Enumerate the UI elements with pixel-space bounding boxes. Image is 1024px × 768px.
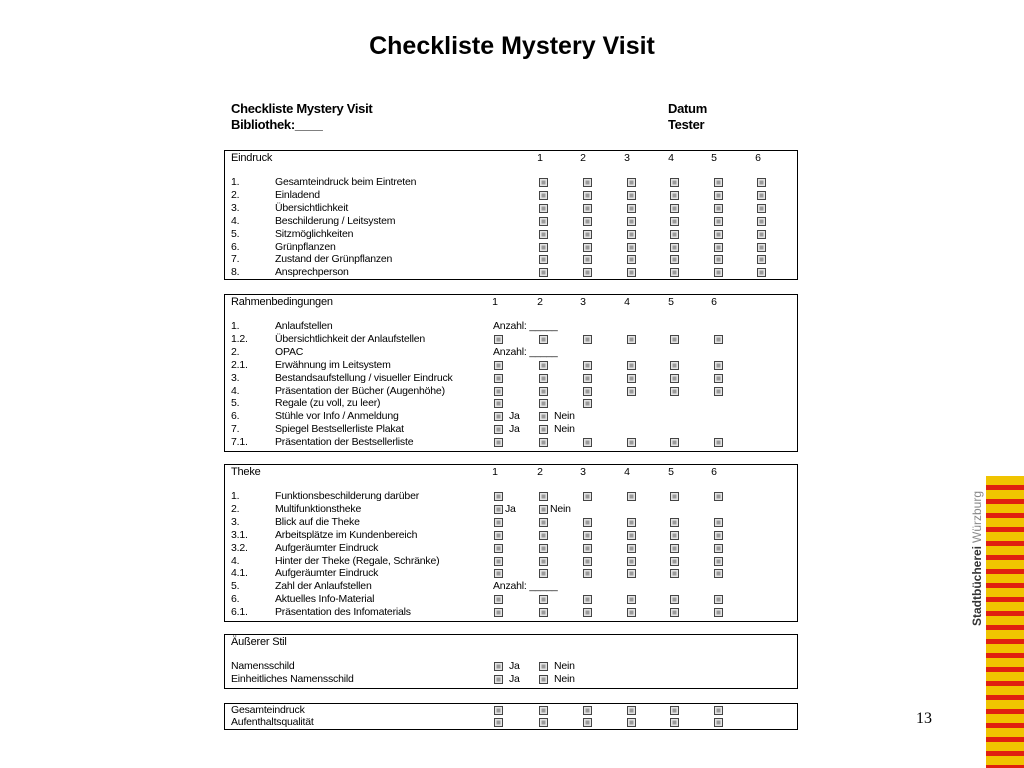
- checkbox[interactable]: [627, 178, 636, 187]
- checkbox[interactable]: [714, 178, 723, 187]
- checkbox[interactable]: [539, 595, 548, 604]
- logo-text: [964, 478, 988, 628]
- checkbox[interactable]: [627, 531, 636, 540]
- checkbox[interactable]: [670, 191, 679, 200]
- checkbox[interactable]: [494, 662, 503, 671]
- checkbox[interactable]: [583, 230, 592, 239]
- row-label: Präsentation des Infomaterials: [275, 606, 411, 619]
- row-number: 7.: [231, 253, 240, 266]
- logo-wordmark: StadtbüchereiWürzburg: [970, 490, 984, 626]
- column-header: 2: [580, 152, 586, 164]
- row-label: Ansprechperson: [275, 266, 349, 279]
- checkbox[interactable]: [539, 438, 548, 447]
- row-label: Sitzmöglichkeiten: [275, 227, 354, 240]
- checkbox[interactable]: [714, 492, 723, 501]
- row-number: 5.: [231, 397, 240, 410]
- checkbox[interactable]: [714, 243, 723, 252]
- library-label: Bibliothek:____: [231, 117, 323, 132]
- checkbox[interactable]: [583, 557, 592, 566]
- checkbox[interactable]: [627, 492, 636, 501]
- checkbox[interactable]: [539, 706, 548, 715]
- checkbox[interactable]: [714, 387, 723, 396]
- table-row: [225, 673, 797, 686]
- checkbox[interactable]: [583, 361, 592, 370]
- table-row: [225, 503, 797, 516]
- table-row: [225, 436, 797, 449]
- row-label: Grünpflanzen: [275, 240, 336, 253]
- row-number: 3.1.: [231, 528, 248, 541]
- row-number: 4.: [231, 554, 240, 567]
- row-number: 5.: [231, 580, 240, 593]
- column-header: 6: [711, 296, 717, 308]
- checkbox[interactable]: [714, 230, 723, 239]
- row-label: Einladend: [275, 188, 320, 201]
- table-row: [225, 555, 797, 568]
- checkbox[interactable]: [670, 178, 679, 187]
- checkbox[interactable]: [714, 217, 723, 226]
- checkbox[interactable]: [627, 706, 636, 715]
- table-row: [225, 241, 797, 254]
- checkbox[interactable]: [670, 531, 679, 540]
- row-label: Funktionsbeschilderung darüber: [275, 490, 420, 502]
- table-row: [225, 372, 797, 385]
- column-header: 3: [624, 152, 630, 164]
- checkbox[interactable]: [627, 191, 636, 200]
- checkbox[interactable]: [539, 399, 548, 408]
- row-label: Hinter der Theke (Regale, Schränke): [275, 554, 440, 567]
- column-header: 4: [624, 466, 630, 478]
- nein-label: Nein: [554, 660, 575, 672]
- row-label: Arbeitsplätze im Kundenbereich: [275, 528, 418, 541]
- checkbox[interactable]: [670, 492, 679, 501]
- checkbox[interactable]: [757, 217, 766, 226]
- date-tester-block: [668, 101, 707, 133]
- section-title: Äußerer Stil: [231, 636, 287, 648]
- checkbox[interactable]: [670, 230, 679, 239]
- table-row: [225, 215, 797, 228]
- tester-label: Tester: [668, 117, 705, 132]
- checkbox[interactable]: [539, 387, 548, 396]
- table-row: [225, 253, 797, 266]
- ja-label: Ja: [509, 423, 520, 436]
- section-title: Rahmenbedingungen: [231, 296, 333, 308]
- checkbox[interactable]: [670, 608, 679, 617]
- row-number: 6.1.: [231, 606, 248, 619]
- checkbox[interactable]: [670, 204, 679, 213]
- section-rahmenbedingungen: [224, 294, 798, 452]
- checkbox[interactable]: [670, 243, 679, 252]
- checkbox[interactable]: [757, 268, 766, 277]
- checkbox[interactable]: [627, 518, 636, 527]
- checkbox[interactable]: [539, 255, 548, 264]
- row-label: Stühle vor Info / Anmeldung: [275, 410, 399, 423]
- table-row: [225, 320, 797, 333]
- checkbox[interactable]: [714, 595, 723, 604]
- checkbox[interactable]: [539, 505, 548, 514]
- checkbox[interactable]: [539, 492, 548, 501]
- section-title: Eindruck: [231, 152, 273, 164]
- section-theke: [224, 464, 798, 622]
- checkbox[interactable]: [670, 706, 679, 715]
- table-row: [225, 606, 797, 619]
- section-eindruck: [224, 150, 798, 280]
- checkbox[interactable]: [583, 718, 592, 727]
- checkbox[interactable]: [494, 569, 503, 578]
- row-label: Übersichtlichkeit der Anlaufstellen: [275, 332, 425, 345]
- row-label: Regale (zu voll, zu leer): [275, 397, 381, 410]
- row-number: 5.: [231, 227, 240, 240]
- row-number: 6.: [231, 410, 240, 423]
- checkbox[interactable]: [539, 531, 548, 540]
- checkbox[interactable]: [627, 268, 636, 277]
- checkbox[interactable]: [583, 399, 592, 408]
- table-row: [225, 346, 797, 359]
- table-row: [225, 660, 797, 673]
- checkbox[interactable]: [627, 544, 636, 553]
- checkbox[interactable]: [757, 204, 766, 213]
- checkbox[interactable]: [539, 412, 548, 421]
- checkbox[interactable]: [714, 191, 723, 200]
- checkbox[interactable]: [539, 374, 548, 383]
- ja-label: Ja: [509, 672, 520, 685]
- row-label: OPAC: [275, 345, 304, 358]
- checkbox[interactable]: [494, 425, 503, 434]
- checkbox[interactable]: [583, 492, 592, 501]
- row-label: Bestandsaufstellung / visueller Eindruck: [275, 371, 453, 384]
- checkbox[interactable]: [494, 412, 503, 421]
- checkbox[interactable]: [627, 243, 636, 252]
- table-row: [225, 266, 797, 279]
- checkbox[interactable]: [670, 374, 679, 383]
- checkbox[interactable]: [583, 518, 592, 527]
- table-row: [225, 410, 797, 423]
- row-number: 1.: [231, 176, 240, 188]
- column-header: 3: [580, 466, 586, 478]
- checkbox[interactable]: [757, 230, 766, 239]
- checkbox[interactable]: [670, 335, 679, 344]
- checkbox[interactable]: [670, 361, 679, 370]
- row-label: Beschilderung / Leitsystem: [275, 214, 396, 227]
- row-label: Aufgeräumter Eindruck: [275, 567, 379, 580]
- checkbox[interactable]: [494, 374, 503, 383]
- checkbox[interactable]: [670, 518, 679, 527]
- checkbox[interactable]: [583, 374, 592, 383]
- row-label: Spiegel Bestsellerliste Plakat: [275, 423, 404, 436]
- column-header: 3: [580, 296, 586, 308]
- checkbox[interactable]: [627, 361, 636, 370]
- row-number: 1.: [231, 490, 240, 502]
- table-row: [225, 228, 797, 241]
- stadtbuecherei-logo: [986, 476, 1024, 768]
- checkbox[interactable]: [583, 531, 592, 540]
- row-label: Aktuelles Info-Material: [275, 593, 375, 606]
- anzahl-field[interactable]: Anzahl: _____: [493, 320, 558, 332]
- column-header: 1: [492, 466, 498, 478]
- page-number: 13: [916, 710, 932, 727]
- slide-title: Checkliste Mystery Visit: [369, 32, 655, 60]
- table-row: [225, 490, 797, 503]
- checkbox[interactable]: [757, 255, 766, 264]
- row-label: Präsentation der Bestsellerliste: [275, 436, 414, 449]
- checkbox[interactable]: [627, 557, 636, 566]
- row-number: 3.: [231, 371, 240, 384]
- checkbox[interactable]: [670, 438, 679, 447]
- table-row: [225, 423, 797, 436]
- checkbox[interactable]: [714, 557, 723, 566]
- date-label: Datum: [668, 101, 707, 116]
- checkbox[interactable]: [757, 243, 766, 252]
- row-label: Gesamteindruck beim Eintreten: [275, 176, 417, 188]
- checkbox[interactable]: [583, 217, 592, 226]
- checkbox[interactable]: [627, 255, 636, 264]
- checkbox[interactable]: [670, 255, 679, 264]
- table-row: [225, 333, 797, 346]
- row-label: Anlaufstellen: [275, 320, 333, 332]
- checkbox[interactable]: [539, 217, 548, 226]
- checkbox[interactable]: [583, 191, 592, 200]
- checkbox[interactable]: [714, 569, 723, 578]
- row-label: Präsentation der Bücher (Augenhöhe): [275, 384, 445, 397]
- row-number: 3.2.: [231, 541, 248, 554]
- checkbox[interactable]: [670, 387, 679, 396]
- checkbox[interactable]: [539, 191, 548, 200]
- checkbox[interactable]: [627, 217, 636, 226]
- checkbox[interactable]: [539, 204, 548, 213]
- checkbox[interactable]: [627, 608, 636, 617]
- nein-label: Nein: [550, 502, 571, 515]
- checkbox[interactable]: [714, 518, 723, 527]
- checkbox[interactable]: [670, 557, 679, 566]
- checkbox[interactable]: [670, 595, 679, 604]
- row-number: 1.2.: [231, 332, 248, 345]
- column-header: 2: [537, 466, 543, 478]
- table-row: [225, 176, 797, 189]
- row-number: 1.: [231, 320, 240, 332]
- row-label: Aufenthaltsqualität: [231, 715, 314, 728]
- checkbox[interactable]: [494, 706, 503, 715]
- column-header: 6: [755, 152, 761, 164]
- checkbox[interactable]: [494, 492, 503, 501]
- table-row: [225, 567, 797, 580]
- checkbox[interactable]: [757, 178, 766, 187]
- row-label: Namensschild: [231, 660, 295, 672]
- checkbox[interactable]: [494, 438, 503, 447]
- row-number: 2.: [231, 345, 240, 358]
- checkbox[interactable]: [539, 675, 548, 684]
- checkbox[interactable]: [539, 361, 548, 370]
- checkbox[interactable]: [583, 544, 592, 553]
- row-number: 6.: [231, 240, 240, 253]
- checkbox[interactable]: [714, 438, 723, 447]
- checkbox[interactable]: [583, 608, 592, 617]
- row-number: 7.: [231, 423, 240, 436]
- checkbox[interactable]: [539, 425, 548, 434]
- checkbox[interactable]: [494, 557, 503, 566]
- checkbox[interactable]: [539, 557, 548, 566]
- nein-label: Nein: [554, 410, 575, 423]
- row-number: 3.: [231, 515, 240, 528]
- table-row: [225, 580, 797, 593]
- checkbox[interactable]: [757, 191, 766, 200]
- checkbox[interactable]: [539, 608, 548, 617]
- table-row: [225, 385, 797, 398]
- checkbox[interactable]: [539, 335, 548, 344]
- checkbox[interactable]: [627, 438, 636, 447]
- column-header: 1: [492, 296, 498, 308]
- checkbox[interactable]: [539, 544, 548, 553]
- checkbox[interactable]: [494, 399, 503, 408]
- column-header: 5: [668, 466, 674, 478]
- checkbox[interactable]: [627, 569, 636, 578]
- anzahl-field[interactable]: Anzahl: _____: [493, 580, 558, 593]
- table-row: [225, 516, 797, 529]
- row-number: 4.: [231, 384, 240, 397]
- ja-label: Ja: [509, 660, 520, 672]
- checkbox[interactable]: [627, 387, 636, 396]
- checkbox[interactable]: [714, 544, 723, 553]
- checkbox[interactable]: [714, 204, 723, 213]
- checkbox[interactable]: [670, 718, 679, 727]
- checkbox[interactable]: [494, 608, 503, 617]
- checkbox[interactable]: [670, 569, 679, 578]
- row-number: 6.: [231, 593, 240, 606]
- table-row: [225, 542, 797, 555]
- ja-label: Ja: [509, 410, 520, 423]
- checkbox[interactable]: [539, 268, 548, 277]
- table-row: [225, 359, 797, 372]
- checkbox[interactable]: [494, 361, 503, 370]
- row-label: Multifunktionstheke: [275, 502, 362, 515]
- checkbox[interactable]: [539, 569, 548, 578]
- checkbox[interactable]: [583, 438, 592, 447]
- checkbox[interactable]: [670, 268, 679, 277]
- checkbox[interactable]: [627, 374, 636, 383]
- checkbox[interactable]: [714, 608, 723, 617]
- row-number: 7.1.: [231, 436, 248, 449]
- checkbox[interactable]: [583, 595, 592, 604]
- column-header: 5: [711, 152, 717, 164]
- checkbox[interactable]: [539, 718, 548, 727]
- checkbox[interactable]: [539, 662, 548, 671]
- checkbox[interactable]: [583, 335, 592, 344]
- checkbox[interactable]: [583, 387, 592, 396]
- checkbox[interactable]: [627, 204, 636, 213]
- table-row: [225, 529, 797, 542]
- checkbox[interactable]: [627, 595, 636, 604]
- document-title: Checkliste Mystery Visit: [231, 101, 373, 116]
- row-label: Zahl der Anlaufstellen: [275, 580, 372, 593]
- table-row: [225, 397, 797, 410]
- row-number: 8.: [231, 266, 240, 279]
- nein-label: Nein: [554, 423, 575, 436]
- checkbox[interactable]: [583, 268, 592, 277]
- checkbox[interactable]: [494, 544, 503, 553]
- checkbox[interactable]: [714, 531, 723, 540]
- row-label: Aufgeräumter Eindruck: [275, 541, 379, 554]
- checkbox[interactable]: [583, 706, 592, 715]
- row-label: Erwähnung im Leitsystem: [275, 358, 391, 371]
- section-gesamteindruck: [224, 703, 798, 730]
- checkbox[interactable]: [583, 569, 592, 578]
- checkbox[interactable]: [539, 518, 548, 527]
- checkbox[interactable]: [714, 335, 723, 344]
- checkbox[interactable]: [494, 335, 503, 344]
- checkbox[interactable]: [714, 374, 723, 383]
- table-row: [225, 716, 797, 729]
- column-header: 5: [668, 296, 674, 308]
- checkbox[interactable]: [627, 230, 636, 239]
- checkbox[interactable]: [583, 243, 592, 252]
- checkbox[interactable]: [539, 178, 548, 187]
- row-number: 4.1.: [231, 567, 248, 580]
- checkbox[interactable]: [494, 531, 503, 540]
- row-label: Gesamteindruck: [231, 704, 305, 716]
- row-label: Übersichtlichkeit: [275, 201, 349, 214]
- checkbox[interactable]: [627, 335, 636, 344]
- column-header: 1: [537, 152, 543, 164]
- table-row: [225, 202, 797, 215]
- checkbox[interactable]: [670, 544, 679, 553]
- checkbox[interactable]: [583, 255, 592, 264]
- column-header: 4: [624, 296, 630, 308]
- column-header: 4: [668, 152, 674, 164]
- checkbox[interactable]: [583, 178, 592, 187]
- checkbox[interactable]: [714, 361, 723, 370]
- table-row: [225, 593, 797, 606]
- column-header: 2: [537, 296, 543, 308]
- row-number: 2.: [231, 188, 240, 201]
- row-label: Einheitliches Namensschild: [231, 672, 354, 685]
- nein-label: Nein: [554, 672, 575, 685]
- checkbox[interactable]: [539, 243, 548, 252]
- checkbox[interactable]: [670, 217, 679, 226]
- row-number: 3.: [231, 201, 240, 214]
- checkbox[interactable]: [494, 595, 503, 604]
- anzahl-field[interactable]: Anzahl: _____: [493, 345, 558, 358]
- checkbox[interactable]: [583, 204, 592, 213]
- row-number: 4.: [231, 214, 240, 227]
- checkbox[interactable]: [714, 718, 723, 727]
- checkbox[interactable]: [714, 706, 723, 715]
- checkbox[interactable]: [627, 718, 636, 727]
- checkbox[interactable]: [494, 505, 503, 514]
- column-header: 6: [711, 466, 717, 478]
- checkbox[interactable]: [494, 518, 503, 527]
- checkbox[interactable]: [714, 268, 723, 277]
- checkbox[interactable]: [494, 387, 503, 396]
- row-label: Blick auf die Theke: [275, 515, 360, 528]
- logo-stripes: [986, 476, 1024, 768]
- checkbox[interactable]: [494, 675, 503, 684]
- ja-label: Ja: [505, 502, 516, 515]
- section-aeusserer-stil: [224, 634, 798, 689]
- row-label: Zustand der Grünpflanzen: [275, 253, 393, 266]
- document-title-block: [231, 101, 372, 133]
- checkbox[interactable]: [539, 230, 548, 239]
- checkbox[interactable]: [494, 718, 503, 727]
- section-title: Theke: [231, 466, 261, 478]
- table-row: [225, 189, 797, 202]
- row-number: 2.1.: [231, 358, 248, 371]
- checkbox[interactable]: [714, 255, 723, 264]
- row-number: 2.: [231, 502, 240, 515]
